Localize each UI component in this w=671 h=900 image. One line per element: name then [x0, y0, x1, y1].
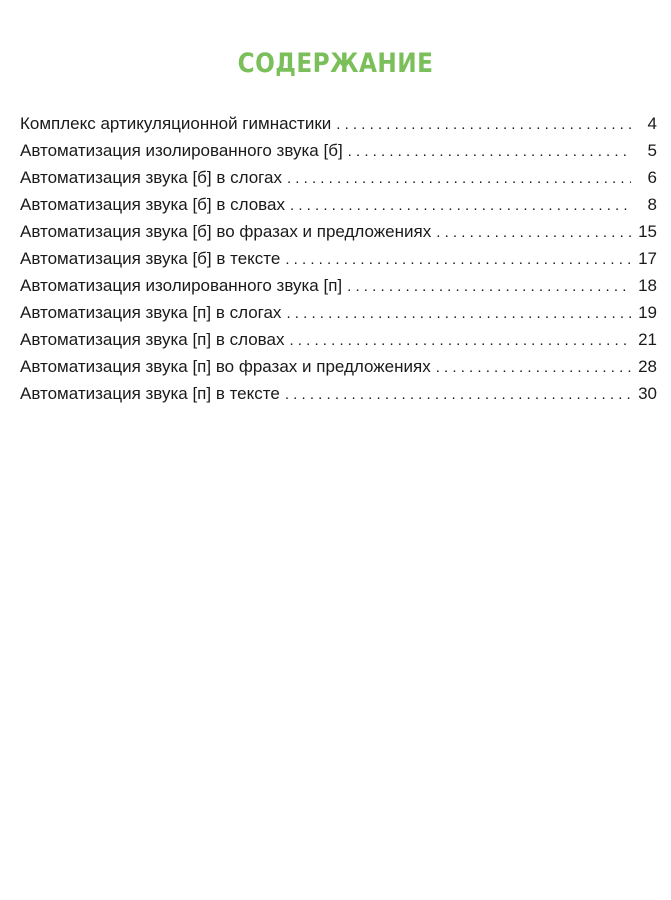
toc-entry-title: Автоматизация звука [б] в словах: [20, 195, 285, 214]
toc-entry[interactable]: [20, 272, 657, 299]
toc-entry-title: Автоматизация звука [б] в слогах: [20, 168, 282, 187]
toc-entry[interactable]: [20, 299, 657, 326]
toc-dot-leader: [336, 111, 631, 138]
toc-entry[interactable]: [20, 137, 657, 164]
toc-entry[interactable]: [20, 380, 657, 407]
toc-dot-leader: [290, 192, 631, 219]
toc-entry[interactable]: [20, 353, 657, 380]
toc-dot-leader: [287, 165, 631, 192]
toc-page-number: 30: [638, 384, 657, 403]
toc-dot-leader: [348, 138, 631, 165]
toc-dot-leader: [285, 246, 631, 273]
toc-page-number: 5: [647, 141, 657, 160]
toc-entry-title: Автоматизация звука [п] в слогах: [20, 303, 282, 322]
toc-entry-title: Автоматизация изолированного звука [п]: [20, 276, 343, 295]
toc-page-number: 8: [647, 195, 657, 214]
toc-page-number: 21: [638, 330, 657, 349]
toc-page-number: 4: [647, 114, 657, 133]
toc-dot-leader: [436, 219, 631, 246]
toc-entry[interactable]: [20, 245, 657, 272]
toc-entry[interactable]: [20, 164, 657, 191]
toc-heading: СОДЕРЖАНИЕ: [237, 48, 434, 79]
toc-entry-title: Автоматизация изолированного звука [б]: [20, 141, 343, 160]
toc-entry-title: Автоматизация звука [п] в словах: [20, 330, 285, 349]
toc-entry[interactable]: [20, 110, 657, 137]
toc-dot-leader: [289, 327, 631, 354]
toc-dot-leader: [436, 354, 631, 381]
toc-dot-leader: [347, 273, 631, 300]
toc-dot-leader: [285, 381, 631, 408]
toc-entry-title: Комплекс артикуляционной гимнастики: [20, 114, 332, 133]
toc-entry-title: Автоматизация звука [п] во фразах и предложениях: [20, 357, 431, 376]
toc-dot-leader: [286, 300, 631, 327]
toc-page-number: 15: [638, 222, 657, 241]
toc-entry-title: Автоматизация звука [п] в тексте: [20, 384, 280, 403]
toc-page-number: 28: [638, 357, 657, 376]
toc-list: [20, 110, 657, 407]
toc-entry[interactable]: [20, 326, 657, 353]
toc-entry[interactable]: [20, 218, 657, 245]
toc-page-number: 18: [638, 276, 657, 295]
toc-page-number: 17: [638, 249, 657, 268]
toc-entry[interactable]: [20, 191, 657, 218]
toc-page-number: 19: [638, 303, 657, 322]
toc-entry-title: Автоматизация звука [б] в тексте: [20, 249, 281, 268]
toc-entry-title: Автоматизация звука [б] во фразах и предложениях: [20, 222, 432, 241]
toc-page-number: 6: [647, 168, 657, 187]
